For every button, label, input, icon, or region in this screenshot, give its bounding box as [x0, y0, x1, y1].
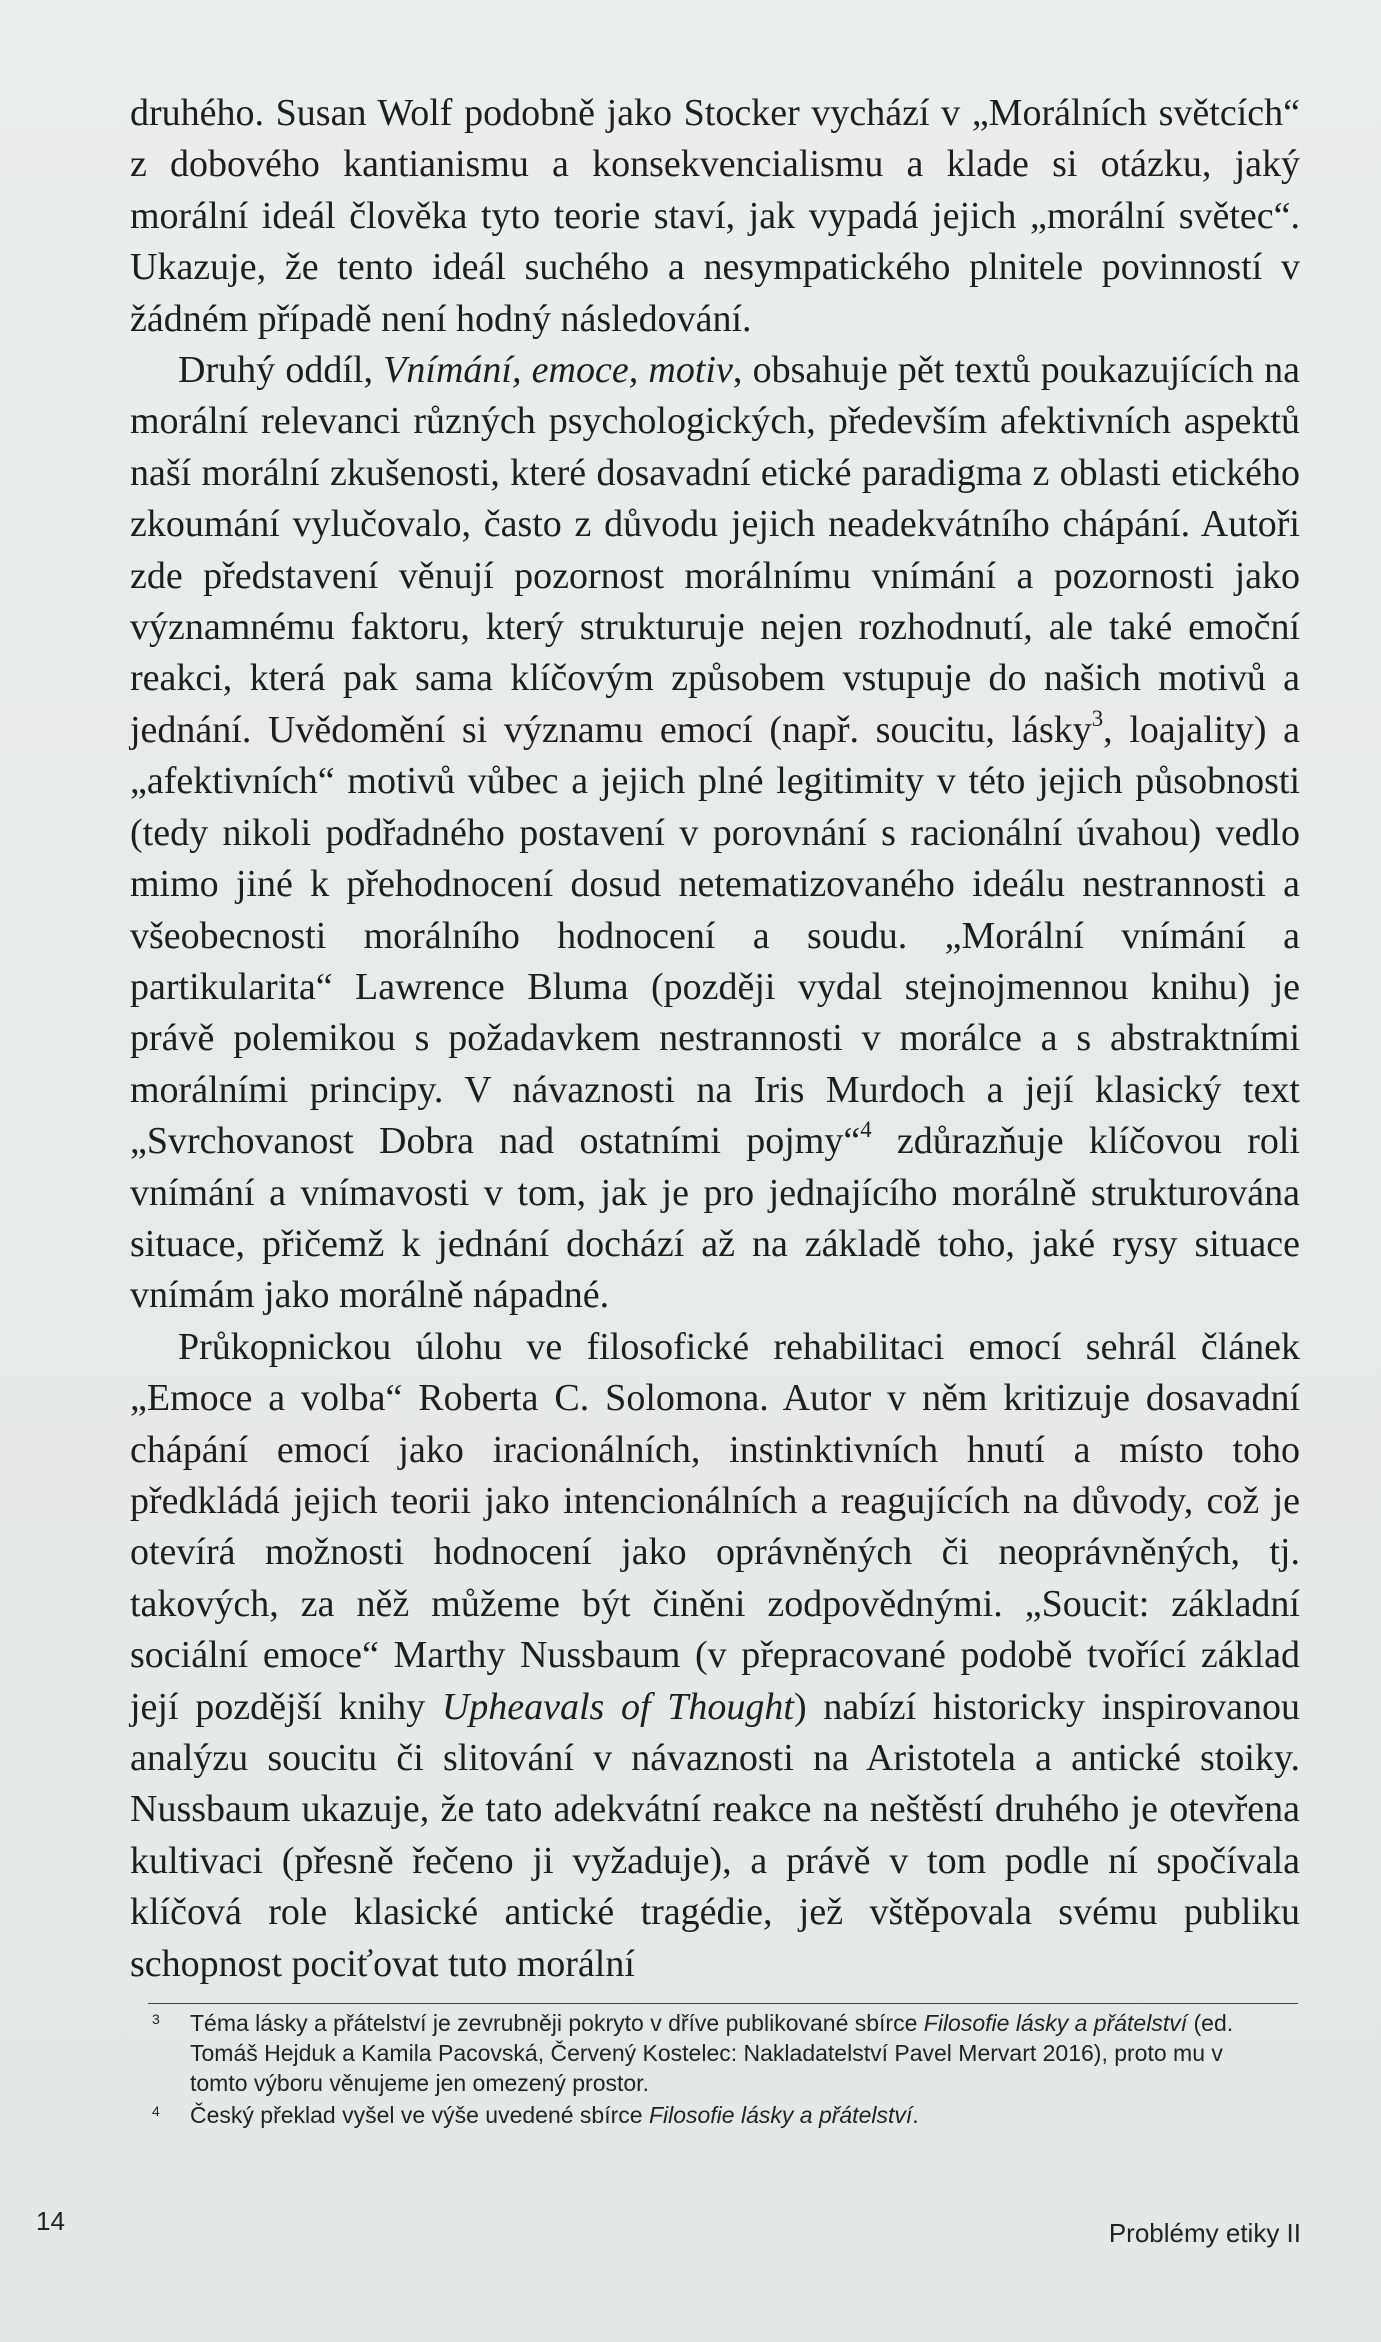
footnote-book-title: Filosofie lásky a přátelství — [648, 2102, 913, 2128]
running-title: Problémy etiky II — [1108, 2218, 1301, 2248]
footnote-number: 3 — [152, 2011, 160, 2027]
footnote-text: (ed. Tomáš Hejduk a Kamila Pacovská, Červený Kostelec: Nakladatelství Pavel Mervart 2016), proto mu v tomto výboru věnujeme jen omezený prostor. — [190, 2010, 1234, 2096]
footnote-number: 4 — [152, 2103, 160, 2119]
book-title-italic: Upheavals of Thought — [441, 1685, 794, 1728]
footnote-ref-3[interactable]: 3 — [1091, 705, 1104, 731]
paragraph-2 — [130, 345, 1300, 1322]
text-segment: Druhý oddíl, — [178, 349, 384, 392]
text-segment: , loajality) a „afektivních“ motivů vůbec a jejich plné legitimity v této jejich působnosti (tedy nikoli podřadného postavení v porovnání s racionální úvahou) vedlo mimo jiné k přehodnocení dosud netematizovaného ideálu nestrannosti a všeobecnosti morálního hodnocení a soudu. „Morální vnímání a partikularita“ Lawrence Bluma (později vydal stejnojmennou knihu) je právě polemikou s požadavkem nestrannosti v morálce a s abstraktními morálními principy. V návaznosti na Iris Murdoch a její klasický text „Svrchovanost Dobra nad ostatními pojmy“ — [130, 708, 1300, 1163]
footnote-text: Téma lásky a přátelství je zevrubněji pokryto v dříve publikované sbírce — [190, 2010, 924, 2036]
paragraph-1 — [130, 88, 1300, 345]
footnote-text: Český překlad vyšel ve výše uvedené sbírce — [190, 2102, 649, 2128]
footnote-divider — [148, 2003, 1298, 2004]
text-segment: druhého. Susan Wolf podobně jako Stocker vychází v „Morálních světcích“ z dobového kantianismu a konsekvencialismu a klade si otázku, jaký morální ideál člověka tyto teorie staví, jak vypadá jejich „morální světec“. Ukazuje, že tento ideál suchého a nesympatického plnitele povinností v žádném případě není hodný následování. — [130, 92, 1300, 340]
text-segment: , obsahuje pět textů poukazujících na morální relevanci různých psychologických, především afektivních aspektů naší morální zkušenosti, které dosavadní etické paradigma z oblasti etického zkoumání vylučovalo, často z důvodu jejich neadekvátního chápání. Autoři zde představení věnují pozornost morálnímu vnímání a pozornosti jako významnému faktoru, který strukturuje nejen rozhodnutí, ale také emoční reakci, která pak sama klíčovým způsobem vstupuje do našich motivů a jednání. Uvědomění si významu emocí (např. soucitu, lásky — [130, 349, 1300, 751]
main-text — [130, 88, 1300, 1990]
paragraph-3 — [130, 1322, 1300, 1990]
footnotes — [148, 2008, 1278, 2132]
text-segment: zdůrazňuje klíčovou roli vnímání a vnímavosti v tom, jak je pro jednajícího morálně strukturována situace, přičemž k jednání dochází až na základě toho, jaké rysy situace vnímám jako morálně nápadné. — [130, 1120, 1300, 1317]
footnote-ref-4[interactable]: 4 — [860, 1117, 872, 1143]
text-segment: ) nabízí historicky inspirovanou analýzu soucitu či slitování v návaznosti na Aristotela a antické stoiky. Nussbaum ukazuje, že tato adekvátní reakce na neštěstí druhého je otevřena kultivaci (přesně řečeno ji vyžaduje), a právě v tom podle ní spočívala klíčová role klasické antické tragédie, jež vštěpovala svému publiku schopnost pociťovat tuto morální — [130, 1685, 1300, 1985]
footnote-3 — [148, 2008, 1278, 2098]
page-number: 14 — [36, 2206, 65, 2236]
footnote-text: . — [912, 2102, 919, 2128]
footnote-4 — [148, 2100, 1278, 2130]
text-segment: Průkopnickou úlohu ve filosofické rehabilitaci emocí sehrál článek „Emoce a volba“ Roberta C. Solomona. Autor v něm kritizuje dosavadní chápání emocí jako iracionálních, instinktivních hnutí a místo toho předkládá jejich teorii jako intencionálních a reagujících na důvody, což je otevírá možnosti hodnocení jako oprávněných či neoprávněných, tj. takových, za něž můžeme být činěni zodpovědnými. „Soucit: základní sociální emoce“ Marthy Nussbaum (v přepracované podobě tvořící základ její pozdější knihy — [130, 1325, 1300, 1728]
section-title-italic: Vnímání, emoce, motiv — [383, 349, 733, 392]
footnote-book-title: Filosofie lásky a přátelství — [923, 2010, 1188, 2036]
